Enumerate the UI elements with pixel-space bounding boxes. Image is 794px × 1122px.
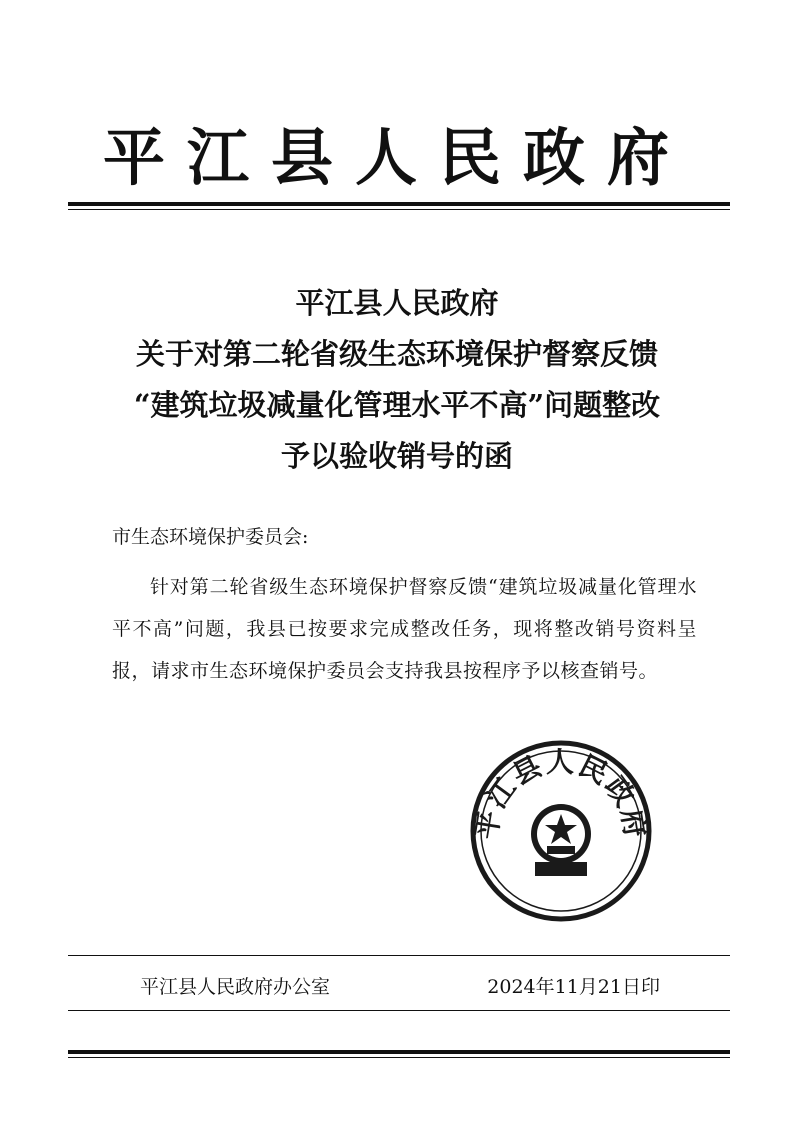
title-line-3: “建筑垃圾减量化管理水平不高”问题整改 xyxy=(133,388,661,422)
title-line-2: 关于对第二轮省级生态环境保护督察反馈 xyxy=(135,337,658,371)
footer-rule-middle xyxy=(68,1010,730,1011)
footer-print-date: 2024年11月21日印 xyxy=(487,976,660,998)
header-rule-thin xyxy=(68,209,730,210)
title-line-4: 予以验收销号的函 xyxy=(280,439,513,473)
title-line-1: 平江县人民政府 xyxy=(295,286,499,320)
bottom-rule-thin xyxy=(68,1057,730,1058)
bottom-rule-thick xyxy=(68,1050,730,1054)
document-title xyxy=(60,278,734,482)
official-seal-icon xyxy=(468,738,654,924)
footer-rule-top xyxy=(68,955,730,956)
header-rule-thick xyxy=(68,202,730,206)
body-paragraph: 针对第二轮省级生态环境保护督察反馈“建筑垃圾减量化管理水平不高”问题，我县已按要求完成整改任务，现将整改销号资料呈报，请求市生态环境保护委员会支持我县按程序予以核查销号。 xyxy=(112,576,697,682)
header-org-name: 平江县人民政府 xyxy=(102,121,691,194)
salutation: 市生态环境保护委员会: xyxy=(112,526,309,548)
seal-text: 平江县人民政府 xyxy=(469,745,653,842)
footer-office: 平江县人民政府办公室 xyxy=(140,976,331,998)
